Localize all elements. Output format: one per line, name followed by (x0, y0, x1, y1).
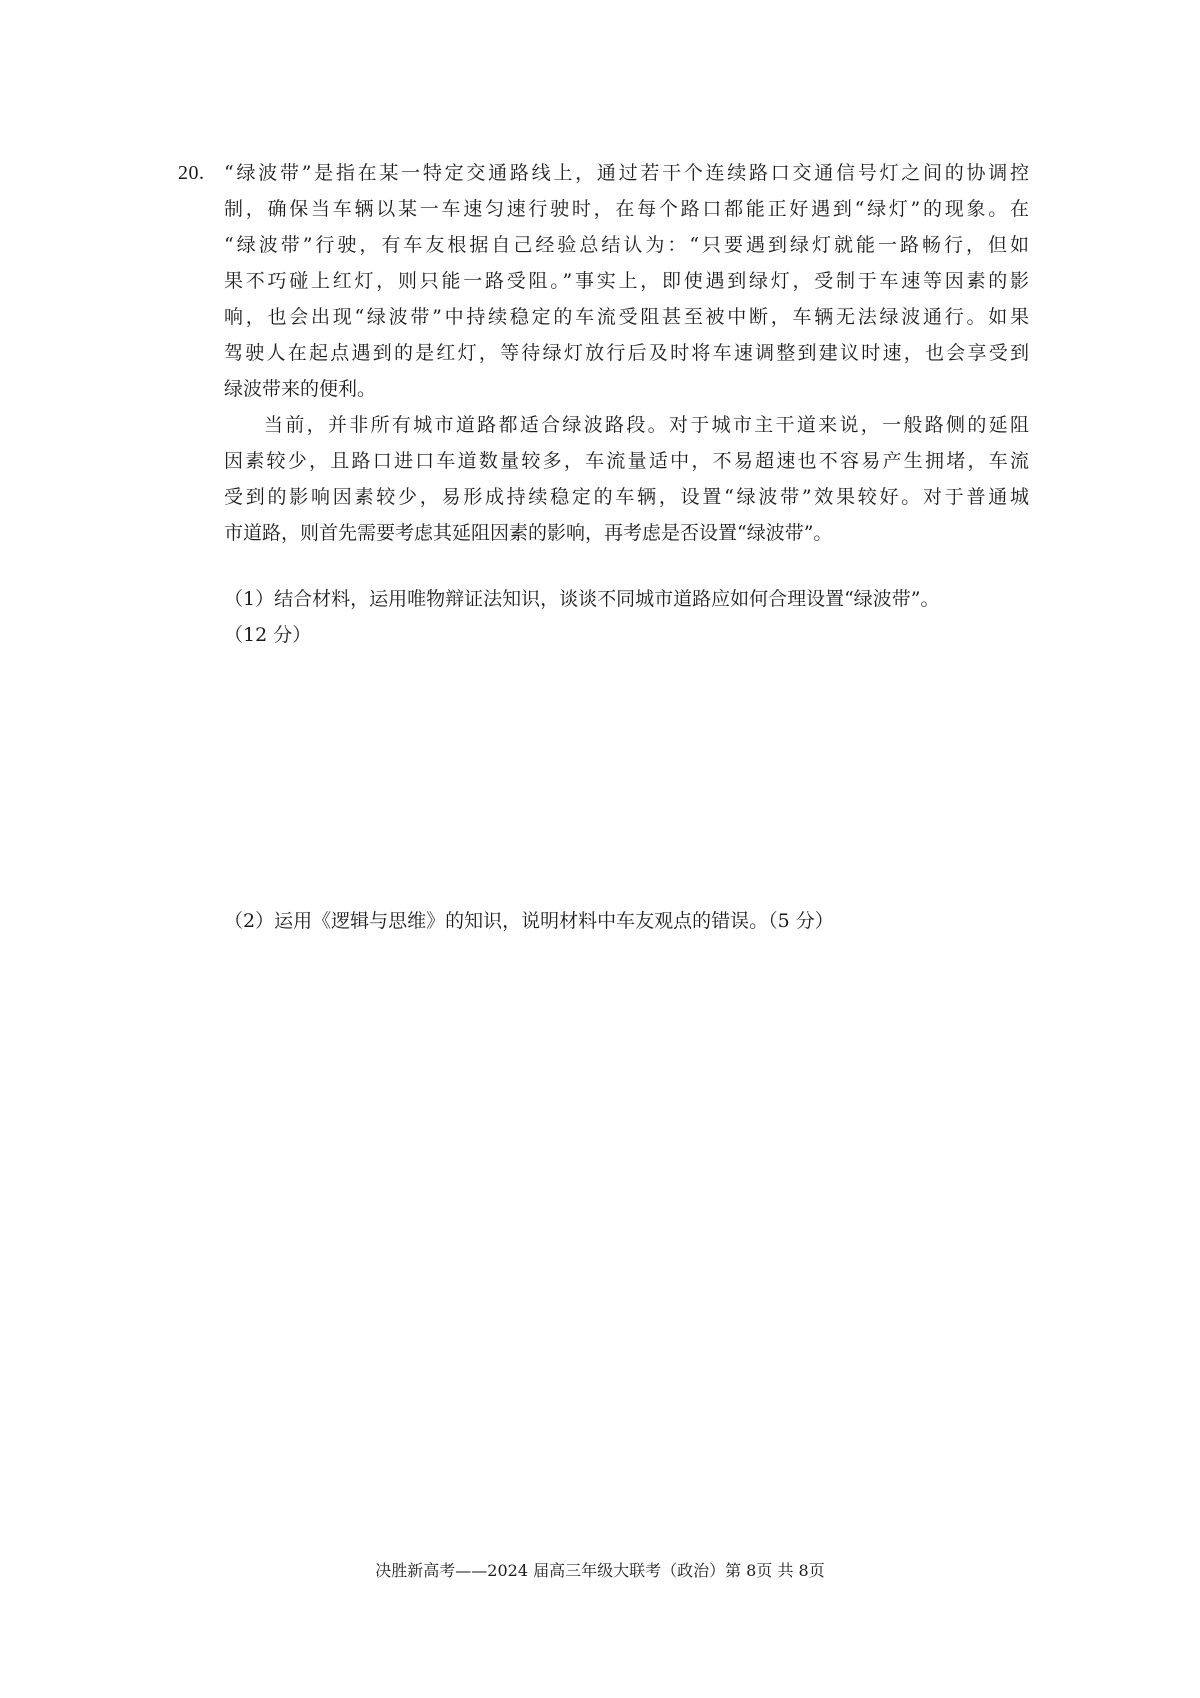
page-footer: 决胜新高考——2024 届高三年级大联考（政治）第 8页 共 8页 (375, 1561, 825, 1580)
question-material (224, 155, 1029, 551)
material-line: 制，确保当车辆以某一车速匀速行驶时，在每个路口都能正好遇到“绿灯”的现象。在 (224, 198, 1029, 220)
material-line: 果不巧碰上红灯，则只能一路受阻。”事实上，即使遇到绿灯，受制于车速等因素的影 (224, 270, 1029, 292)
material-line: 驾驶人在起点遇到的是红灯，等待绿灯放行后及时将车速调整到建议时速，也会享受到 (224, 342, 1029, 364)
material-line: 绿波带来的便利。 (224, 378, 377, 400)
material-line: “绿波带”行驶，有车友根据自己经验总结认为：“只要遇到绿灯就能一路畅行，但如 (224, 234, 1029, 256)
sub-question-1: （1）结合材料，运用唯物辩证法知识，谈谈不同城市道路应如何合理设置“绿波带”。 (224, 588, 940, 610)
material-line: 当前，并非所有城市道路都适合绿波路段。对于城市主干道来说，一般路侧的延阻 (264, 414, 1029, 436)
material-line: 响，也会出现“绿波带”中持续稳定的车流受阻甚至被中断，车辆无法绿波通行。如果 (224, 306, 1029, 328)
material-line: 市道路，则首先需要考虑其延阻因素的影响，再考虑是否设置“绿波带”。 (224, 522, 833, 544)
question-number: 20. (178, 162, 205, 184)
sub-question-1-score: （12 分） (224, 624, 312, 646)
material-line: 因素较少，且路口进口车道数量较多，车流量适中，不易超速也不容易产生拥堵，车流 (224, 450, 1029, 472)
material-line: “绿波带”是指在某一特定交通路线上，通过若干个连续路口交通信号灯之间的协调控 (224, 162, 1029, 184)
sub-question-2: （2）运用《逻辑与思维》的知识，说明材料中车友观点的错误。（5 分） (224, 910, 834, 932)
material-line: 受到的影响因素较少，易形成持续稳定的车辆，设置“绿波带”效果较好。对于普通城 (224, 486, 1029, 508)
